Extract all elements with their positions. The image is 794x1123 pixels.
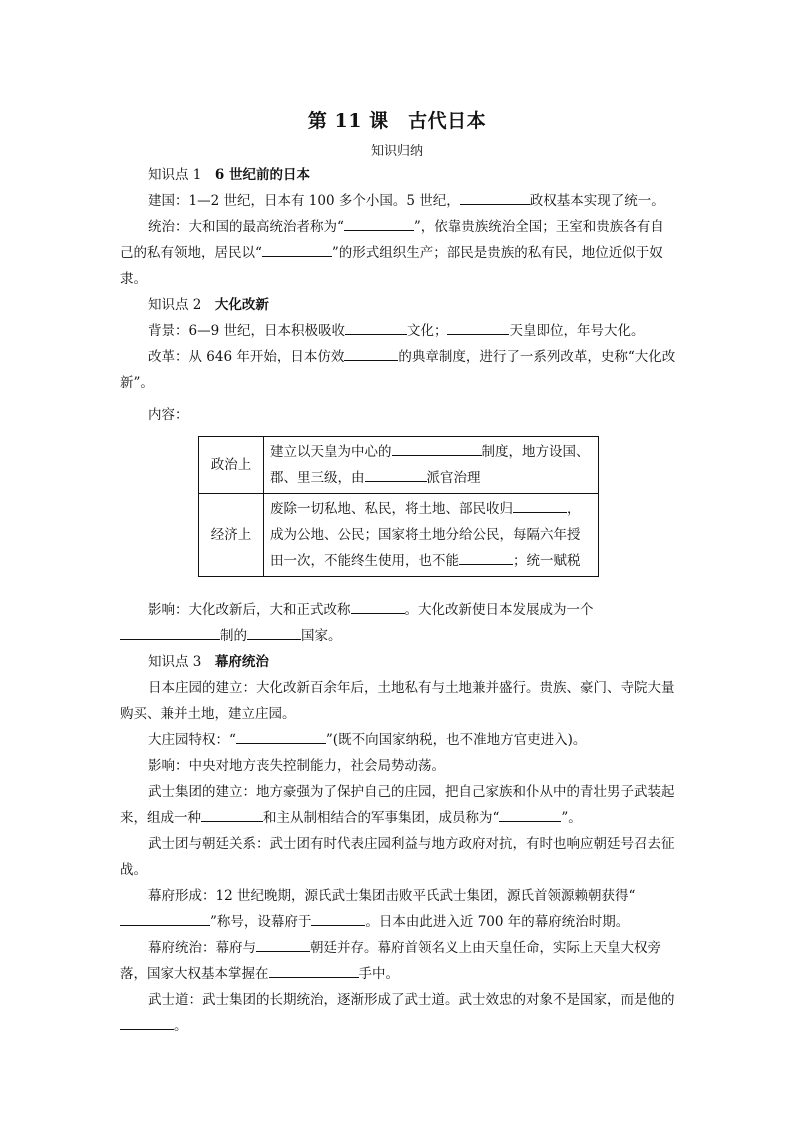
- kp1-founding-label: 建国：: [148, 193, 189, 209]
- table-row-body: [264, 437, 599, 494]
- kp3-manor: [120, 675, 676, 727]
- kp2-impact-text-d: 国家。: [301, 628, 342, 644]
- kp2-background-text-c: 天皇即位，年号大化。: [509, 323, 645, 339]
- page-title: 第 11 课 古代日本: [307, 110, 487, 132]
- kp3-rule-text-b: 朝廷并存。幕府首领名义上由天皇任命，实际上天皇大权旁落，国家大权基本掌握在: [120, 940, 661, 982]
- kp3-court-label: 武士团与朝廷关系：: [148, 836, 270, 852]
- page-subtitle: 知识归纳: [370, 144, 423, 159]
- kp2-impact-text-b: 。大化改新使日本发展成为一个: [404, 602, 594, 618]
- kp3-heading-num: 知识点 3: [148, 654, 215, 670]
- table-row: [199, 437, 599, 494]
- fill-blank[interactable]: [256, 937, 310, 952]
- kp2-background-label: 背景：: [148, 323, 189, 339]
- kp3-manor-label: 日本庄园的建立：: [148, 680, 256, 696]
- political-text-a: 建立以天皇为中心的: [270, 444, 392, 460]
- kp3-rule-label: 幕府统治：: [148, 940, 216, 956]
- kp1-rule: [120, 214, 676, 292]
- kp3-samurai: [120, 779, 676, 831]
- fill-blank[interactable]: [120, 1015, 174, 1030]
- kp3-effect: [120, 753, 676, 779]
- kp2-impact-text-c: 制的: [220, 628, 247, 644]
- kp3-shogunate-rule: [120, 935, 676, 987]
- kp2-reform-label: 改革：: [148, 349, 189, 365]
- table-row-head: 政治上: [199, 437, 264, 494]
- kp3-bushido-text-a: 武士集团的长期统治，逐渐形成了武士道。武士效忠的对象不是国家，而是他的: [202, 992, 675, 1008]
- table-row-body: [264, 494, 599, 577]
- kp1-heading: [120, 162, 676, 188]
- kp3-samurai-text-b: 和主从制相结合的军事集团，成员称为“: [263, 810, 500, 826]
- reform-content-table: [198, 436, 599, 577]
- kp3-shogunate-formation: [120, 883, 676, 935]
- kp2-reform-text-b: 的典章制度，进行了一系列改革，史称“大化改新”。: [120, 349, 676, 391]
- kp1-founding: [120, 188, 676, 214]
- political-text-b: 制度，地方设国、郡、里三级，由: [270, 444, 590, 486]
- kp3-effect-text: 中央对地方丧失控制能力，社会局势动荡。: [188, 758, 445, 774]
- fill-blank[interactable]: [513, 498, 567, 513]
- kp2-content-label: 内容：: [148, 407, 189, 423]
- economic-text-b: ，成为公地、公民；国家将土地分给公民，每隔六年授田一次，不能终生使用，也不能: [270, 501, 581, 569]
- kp3-formation-label: 幕府形成：: [148, 888, 216, 904]
- table-row-head: 经济上: [199, 494, 264, 577]
- kp1-rule-text-a: 大和国的最高统治者称为“: [188, 219, 344, 235]
- kp3-formation-text-c: 。日本由此进入近 700 年的幕府统治时期。: [365, 914, 630, 930]
- kp3-bushido-label: 武士道：: [148, 992, 202, 1008]
- fill-blank[interactable]: [269, 963, 359, 978]
- kp2-heading-num: 知识点 2: [148, 297, 215, 313]
- kp3-formation-text-b: ”称号，设幕府于: [210, 914, 312, 930]
- fill-blank[interactable]: [365, 467, 427, 482]
- kp1-rule-text-c: ”的形式组织生产；部民是贵族的私有民，地位近似于奴隶。: [120, 245, 663, 287]
- economic-text-c: ；统一赋税: [513, 553, 581, 569]
- kp3-rule-text-c: 手中。: [358, 966, 399, 982]
- document-body: [120, 162, 676, 1039]
- kp3-privilege-label: 大庄园特权：: [148, 732, 229, 748]
- kp2-impact: [120, 597, 676, 649]
- kp2-reform: [120, 344, 676, 396]
- kp3-formation-text-a: 12 世纪晚期，源氏武士集团击败平氏武士集团，源氏首领源赖朝获得“: [215, 888, 636, 904]
- kp3-samurai-label: 武士集团的建立：: [148, 784, 256, 800]
- fill-blank[interactable]: [120, 625, 220, 640]
- kp3-manor-text: 大化改新百余年后，土地私有与土地兼并盛行。贵族、豪门、寺院大量购买、兼并土地，建立庄园。: [120, 680, 675, 722]
- kp2-heading-text: 大化改新: [214, 297, 269, 313]
- kp2-background-text-b: 文化；: [406, 323, 448, 339]
- kp3-bushido-text-b: 。: [174, 1018, 188, 1034]
- kp1-rule-label: 统治：: [148, 219, 189, 235]
- kp2-background: [120, 318, 676, 344]
- fill-blank[interactable]: [392, 441, 482, 456]
- fill-blank[interactable]: [447, 320, 509, 335]
- table-row: [199, 494, 599, 577]
- fill-blank[interactable]: [247, 625, 301, 640]
- economic-text-a: 废除一切私地、私民，将土地、部民收归: [270, 501, 513, 517]
- kp1-heading-num: 知识点 1: [148, 167, 215, 183]
- fill-blank[interactable]: [459, 550, 513, 565]
- kp2-impact-text-a: 大化改新后，大和正式改称: [188, 602, 351, 618]
- kp3-court-text: 武士团有时代表庄园利益与地方政府对抗，有时也响应朝廷号召去征战。: [120, 836, 675, 878]
- political-text-c: 派官治理: [426, 470, 481, 486]
- fill-blank[interactable]: [345, 320, 407, 335]
- kp3-rule-text-a: 幕府与: [215, 940, 256, 956]
- fill-blank[interactable]: [262, 242, 332, 257]
- kp1-rule-text-b: ”，依靠贵族统治全国；王室和贵族各有自己的私有领地，居民以“: [120, 219, 664, 261]
- kp2-reform-text-a: 从 646 年开始，日本仿效: [188, 349, 345, 365]
- kp3-samurai-text-c: ”。: [561, 810, 582, 826]
- kp2-heading: [120, 292, 676, 318]
- fill-blank[interactable]: [201, 807, 263, 822]
- fill-blank[interactable]: [460, 190, 530, 205]
- fill-blank[interactable]: [344, 216, 414, 231]
- fill-blank[interactable]: [236, 729, 326, 744]
- kp3-effect-label: 影响：: [148, 758, 189, 774]
- kp3-privilege-text-a: “: [229, 732, 236, 748]
- kp3-heading: [120, 649, 676, 675]
- kp3-samurai-text-a: 地方豪强为了保护自己的庄园，把自己家族和仆从中的青壮男子武装起来，组成一种: [120, 784, 675, 826]
- kp3-privilege: [120, 727, 676, 753]
- fill-blank[interactable]: [499, 807, 561, 822]
- kp3-bushido: [120, 987, 676, 1039]
- kp3-heading-text: 幕府统治: [214, 654, 269, 670]
- fill-blank[interactable]: [351, 599, 405, 614]
- kp1-founding-text-b: 政权基本实现了统一。: [529, 193, 665, 209]
- kp2-background-text-a: 6—9 世纪，日本积极吸收: [188, 323, 345, 339]
- kp3-court: [120, 831, 676, 883]
- fill-blank[interactable]: [311, 911, 365, 926]
- kp2-impact-label: 影响：: [148, 602, 189, 618]
- kp1-founding-text-a: 1—2 世纪，日本有 100 多个小国。5 世纪，: [188, 193, 460, 209]
- fill-blank[interactable]: [120, 911, 210, 926]
- fill-blank[interactable]: [344, 346, 398, 361]
- kp1-heading-text: 6 世纪前的日本: [214, 167, 310, 183]
- kp3-privilege-text-b: ”(既不向国家纳税，也不准地方官吏进入)。: [325, 732, 587, 748]
